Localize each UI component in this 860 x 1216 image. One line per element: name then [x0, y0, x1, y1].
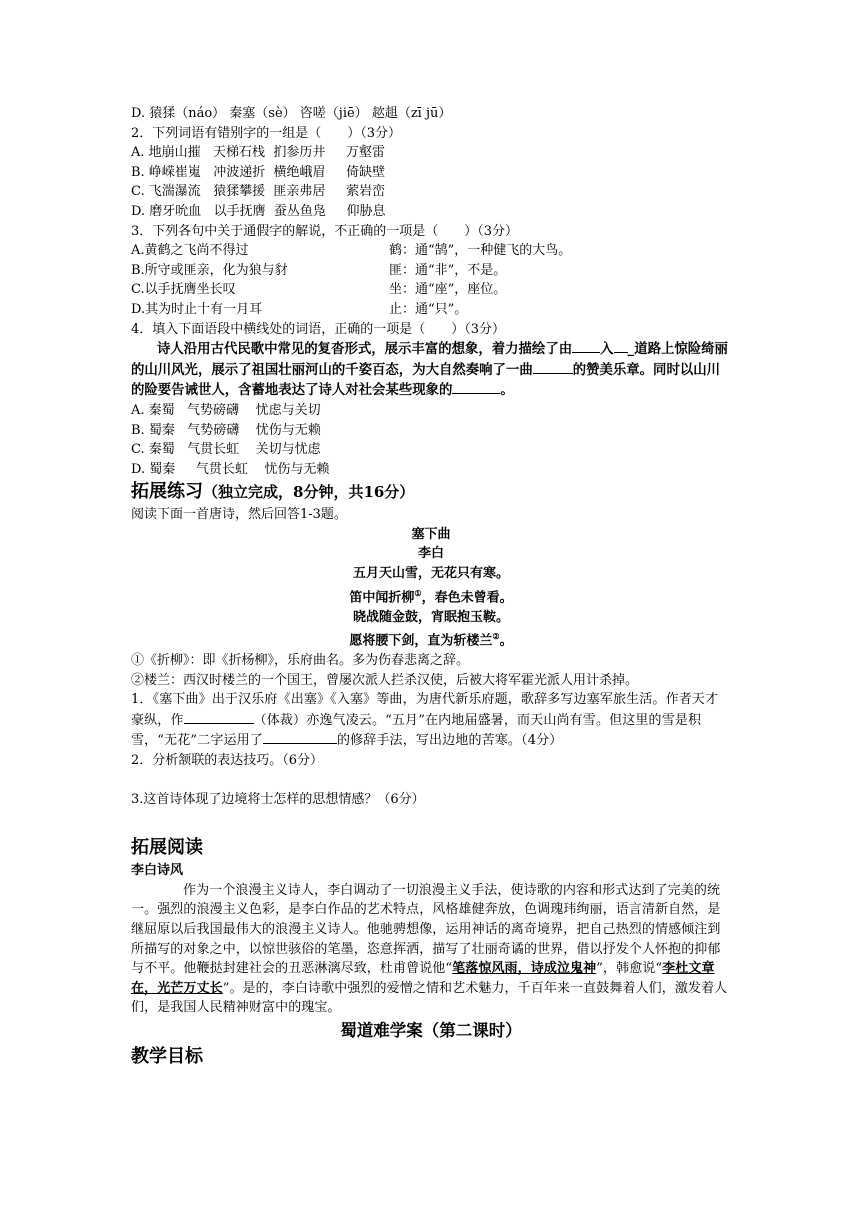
q3-item-b: [131, 261, 731, 281]
q4-option-a: A. 秦蜀 气势磅礴 忧虑与关切: [131, 402, 321, 418]
q3-item-b-sentence: B.所守或匪亲，化为狼与豺: [131, 262, 288, 278]
poem-line-1: 五月天山雪，无花只有寒。: [352, 566, 509, 582]
poem-line-4: 愿将腰下剑，直为斩楼兰②。: [349, 631, 513, 649]
q3-item-d: [131, 300, 731, 320]
q4-passage: 诗人沿用古代民歌中常见的复沓形式，展示丰富的想象，着力描绘了由 入 _道路上惊险绮丽的山川风光，展示了祖国壮丽河山的千姿百态，为大自然奏响了一曲 的赞美乐章。同时以山川的险要告诫世人，含蓄地表达了诗人对社会某些现象的 。: [131, 341, 728, 399]
answer-blank[interactable]: [184, 710, 254, 724]
q3-item-d-explanation: 止：通“只”。: [389, 301, 468, 317]
poem-title: 塞下曲: [411, 526, 451, 542]
answer-blank[interactable]: [572, 339, 600, 353]
reading-body: 作为一个浪漫主义诗人，李白调动了一切浪漫主义手法，使诗歌的内容和形式达到了完美的统一。强烈的浪漫主义色彩，是李白作品的艺术特点，风格雄健奔放，色调瑰玮绚丽，语言清新自然，是继屈原以后我国最伟大的浪漫主义诗人。他驰骋想像，运用神话的离奇境界，把自己热烈的情感倾注到所描写的对象之中，以惊世骇俗的笔墨，恣意挥洒，描写了壮丽奇谲的世界，借以抒发个人怀抱的抑郁与不平。他鞭挞封建社会的丑恶淋漓尽致，杜甫曾说他“笔落惊风雨，诗成泣鬼神”，韩愈说“李杜文章在，光芒万丈长”。是的，李白诗歌中强烈的爱憎之情和艺术魅力，千百年来一直鼓舞着人们，激发着人们，是我国人民精神财富中的瑰宝。: [131, 882, 728, 1016]
poem-line-3: 晓战随金鼓，宵眠抱玉鞍。: [352, 609, 509, 625]
q3-item-c-sentence: C.以手抚膺坐长叹: [131, 282, 236, 298]
quote-han-yu: 李杜文章在，光芒万丈长: [131, 961, 715, 996]
q2-option-b: B. 峥嵘崔嵬 冲波递折 横绝峨眉 倚缺壁: [131, 164, 386, 180]
extension-intro: 阅读下面一首唐诗，然后回答1-3题。: [131, 507, 347, 523]
answer-blank[interactable]: [614, 339, 628, 353]
q3-item-a: [131, 241, 731, 261]
reading-subheading: 李白诗风: [131, 863, 184, 879]
extension-question-1: 1．《塞下曲》出于汉乐府《出塞》《入塞》等曲，为唐代新乐府题，歌辞多写边塞军旅生活。作者天才豪纵，作 （体裁）亦逸气凌云。“五月”在内地届盛暑，而天山尚有雪。但这里的雪是积雪，“无花”二字运用了 的修辞手法，写出边地的苦寒。（4分）: [131, 692, 719, 749]
lesson-title: 蜀道难学案（第二课时）: [340, 1021, 522, 1040]
footnote-marker: ①: [414, 587, 422, 598]
q3-stem: 3．下列各句中关于通假字的解说，不正确的一项是（ ）（3分）: [131, 223, 519, 239]
answer-blank[interactable]: [533, 360, 573, 374]
q4-option-b: B. 蜀秦 气势磅礴 忧伤与无赖: [131, 422, 321, 438]
footnote-1: ①《折柳》：即《折杨柳》，乐府曲名。多为伤春悲离之辞。: [131, 653, 470, 669]
q1-option-d: D. 猿猱（náo） 秦塞（sè） 咨嗟（jiē） 趑趄（zī jū）: [131, 106, 452, 121]
q2-option-c: C. 飞湍瀑流 猿猱攀援 匪亲弗居 萦岩峦: [131, 184, 386, 200]
teaching-goals-heading: 教学目标: [131, 1046, 203, 1067]
poem-author: 李白: [417, 546, 444, 562]
q3-item-b-explanation: 匪：通“非”，不是。: [389, 262, 507, 278]
poem-line-2: 笛中闻折柳①，春色未曾看。: [349, 587, 513, 605]
answer-blank[interactable]: [263, 730, 337, 744]
q2-stem: 2．下列词语有错别字的一组是（ ）（3分）: [131, 125, 402, 141]
quote-du-fu: 笔落惊风雨，诗成泣鬼神: [452, 961, 597, 977]
q3-item-a-sentence: A.黄鹤之飞尚不得过: [131, 243, 249, 259]
q4-stem: 4．填入下面语段中横线处的词语，正确的一项是（ ）（3分）: [131, 321, 506, 337]
q2-option-d: D. 磨牙吮血 以手抚膺 蚕丛鱼凫 仰胁息: [131, 203, 386, 219]
q3-item-d-sentence: D.其为时止十有一月耳: [131, 301, 263, 317]
q3-item-c: [131, 280, 731, 300]
q4-option-d: D. 蜀秦 气贯长虹 忧伤与无赖: [131, 461, 330, 477]
extension-heading: 拓展练习（独立完成，8分钟，共16分）: [131, 481, 415, 503]
footnote-2: ②楼兰：西汉时楼兰的一个国王，曾屡次派人拦杀汉使，后被大将军霍光派人用计杀掉。: [131, 672, 639, 688]
worksheet-page: [131, 104, 731, 1070]
q3-item-c-explanation: 坐：通“座”，座位。: [389, 282, 507, 298]
extension-question-3: 3.这首诗体现了边境将士怎样的思想情感？（6分）: [131, 791, 425, 807]
footnote-marker: ②: [492, 631, 500, 642]
reading-heading: 拓展阅读: [131, 837, 203, 859]
q4-option-c: C. 秦蜀 气贯长虹 关切与忧虑: [131, 442, 321, 458]
extension-question-2: 2．分析颔联的表达技巧。（6分）: [131, 753, 324, 769]
answer-blank[interactable]: [452, 380, 500, 394]
q2-option-a: A. 地崩山摧 天梯石栈 扪参历井 万壑雷: [131, 145, 385, 161]
q3-item-a-explanation: 鹤：通“鹄”，一种健飞的大鸟。: [389, 243, 572, 259]
